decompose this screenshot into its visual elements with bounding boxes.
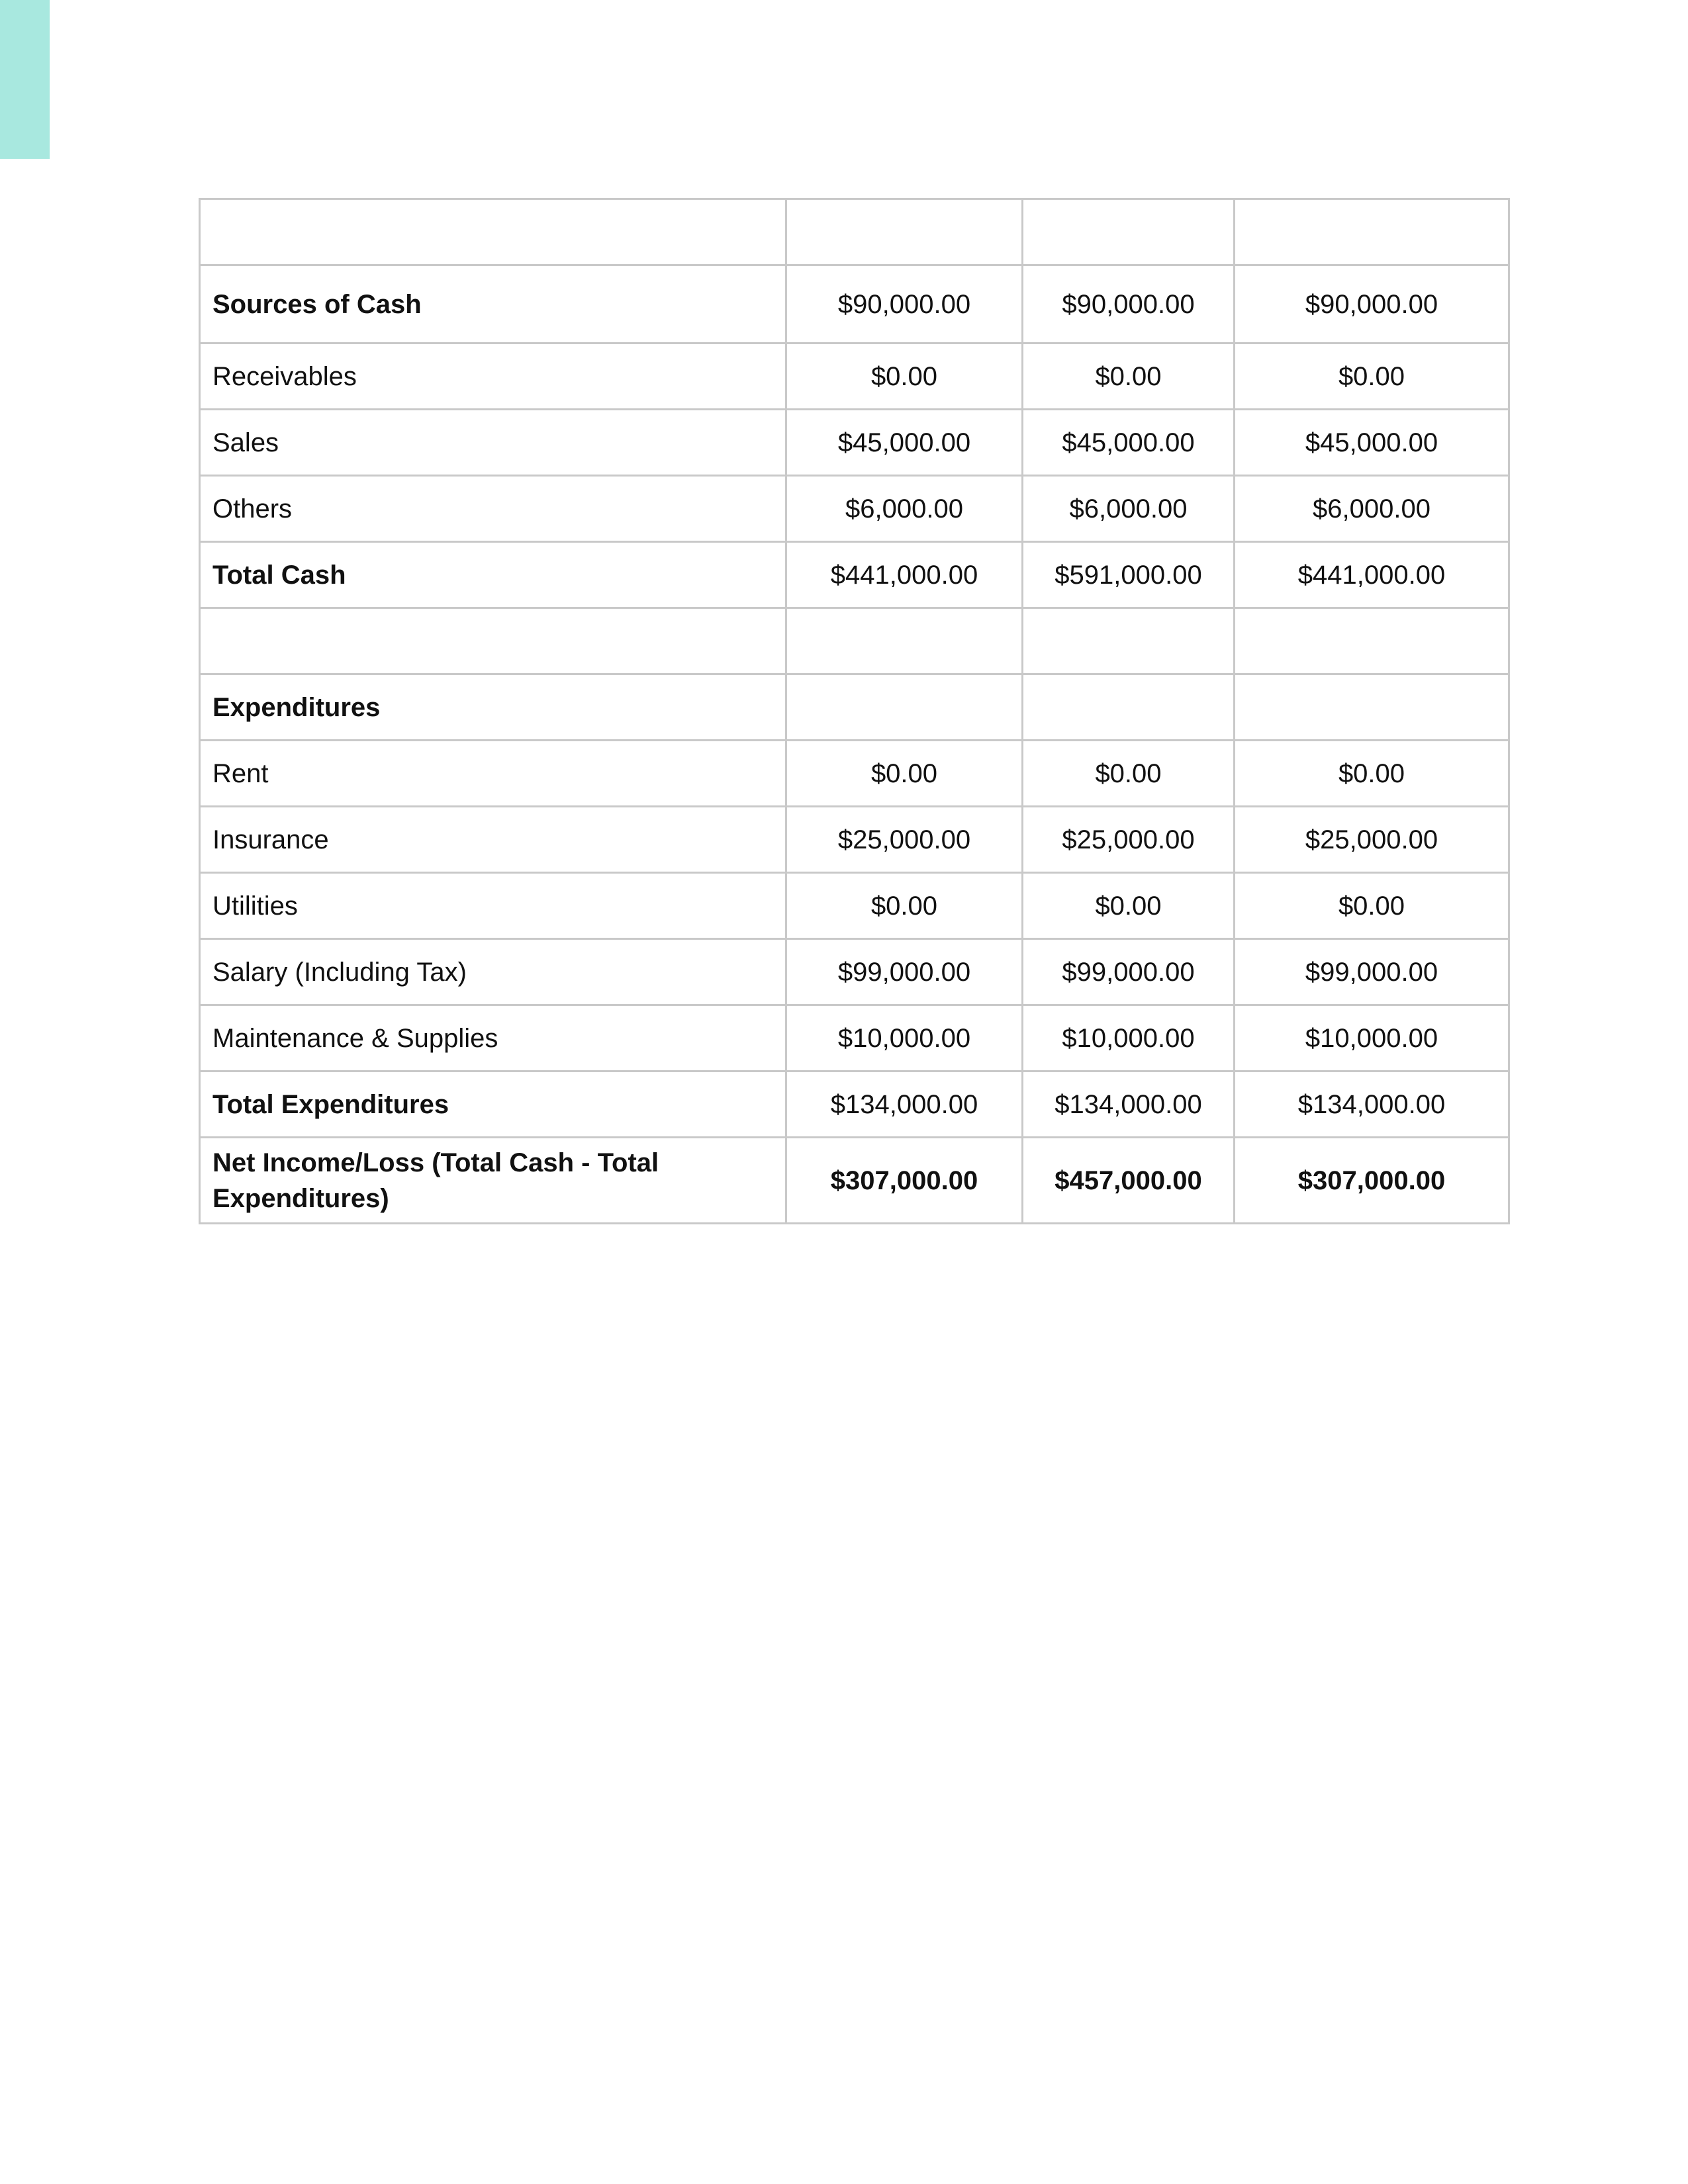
value-cell: $45,000.00 <box>1023 410 1235 476</box>
value-cell: $6,000.00 <box>1023 476 1235 542</box>
value-cell <box>1023 199 1235 265</box>
table-row-total-expenditures <box>200 1071 1509 1138</box>
row-label: Rent <box>200 741 786 807</box>
value-cell: $10,000.00 <box>786 1005 1023 1071</box>
value-cell: $99,000.00 <box>1235 939 1509 1005</box>
table-row-rent <box>200 741 1509 807</box>
value-cell: $0.00 <box>1023 741 1235 807</box>
table-row-others <box>200 476 1509 542</box>
row-label: Expenditures <box>200 674 786 741</box>
row-label: Insurance <box>200 807 786 873</box>
value-cell <box>786 199 1023 265</box>
value-cell: $134,000.00 <box>1023 1071 1235 1138</box>
value-cell <box>1023 608 1235 674</box>
value-cell <box>1023 674 1235 741</box>
value-cell: $25,000.00 <box>1235 807 1509 873</box>
value-cell: $0.00 <box>786 741 1023 807</box>
value-cell: $0.00 <box>1235 741 1509 807</box>
value-cell: $25,000.00 <box>786 807 1023 873</box>
table-row-total-cash <box>200 542 1509 608</box>
table-row-expenditures <box>200 674 1509 741</box>
value-cell: $0.00 <box>1023 873 1235 939</box>
value-cell: $10,000.00 <box>1023 1005 1235 1071</box>
value-cell <box>786 674 1023 741</box>
row-label: Utilities <box>200 873 786 939</box>
value-cell: $90,000.00 <box>1235 265 1509 343</box>
value-cell: $307,000.00 <box>1235 1138 1509 1224</box>
value-cell: $0.00 <box>786 873 1023 939</box>
value-cell: $307,000.00 <box>786 1138 1023 1224</box>
value-cell: $591,000.00 <box>1023 542 1235 608</box>
row-label: Sales <box>200 410 786 476</box>
value-cell: $134,000.00 <box>1235 1071 1509 1138</box>
value-cell: $0.00 <box>1235 873 1509 939</box>
row-label: Sources of Cash <box>200 265 786 343</box>
value-cell: $25,000.00 <box>1023 807 1235 873</box>
value-cell: $457,000.00 <box>1023 1138 1235 1224</box>
value-cell: $0.00 <box>786 343 1023 410</box>
row-label: Receivables <box>200 343 786 410</box>
cash-flow-table <box>199 198 1510 1224</box>
value-cell: $10,000.00 <box>1235 1005 1509 1071</box>
value-cell: $6,000.00 <box>786 476 1023 542</box>
row-label: Maintenance & Supplies <box>200 1005 786 1071</box>
row-label <box>200 199 786 265</box>
table-row-sales <box>200 410 1509 476</box>
row-label: Others <box>200 476 786 542</box>
value-cell <box>1235 199 1509 265</box>
row-label: Salary (Including Tax) <box>200 939 786 1005</box>
table-row-net-income-loss <box>200 1138 1509 1224</box>
value-cell: $99,000.00 <box>1023 939 1235 1005</box>
value-cell: $0.00 <box>1023 343 1235 410</box>
row-label: Total Cash <box>200 542 786 608</box>
table-row-utilities <box>200 873 1509 939</box>
table-row-insurance <box>200 807 1509 873</box>
row-label: Total Expenditures <box>200 1071 786 1138</box>
value-cell: $90,000.00 <box>786 265 1023 343</box>
value-cell: $99,000.00 <box>786 939 1023 1005</box>
value-cell: $0.00 <box>1235 343 1509 410</box>
value-cell: $45,000.00 <box>1235 410 1509 476</box>
page-accent-tab <box>0 0 50 159</box>
value-cell: $6,000.00 <box>1235 476 1509 542</box>
table-row-maintenance-supplies <box>200 1005 1509 1071</box>
table-row-receivables <box>200 343 1509 410</box>
table-row-blank-spacer <box>200 608 1509 674</box>
row-label: Net Income/Loss (Total Cash - Total Expenditures) <box>200 1138 786 1224</box>
value-cell <box>1235 608 1509 674</box>
value-cell <box>786 608 1023 674</box>
value-cell: $90,000.00 <box>1023 265 1235 343</box>
value-cell: $45,000.00 <box>786 410 1023 476</box>
value-cell: $441,000.00 <box>1235 542 1509 608</box>
value-cell <box>1235 674 1509 741</box>
table-row-sources-of-cash <box>200 265 1509 343</box>
table-row-blank-header <box>200 199 1509 265</box>
value-cell: $134,000.00 <box>786 1071 1023 1138</box>
value-cell: $441,000.00 <box>786 542 1023 608</box>
table-row-salary <box>200 939 1509 1005</box>
row-label <box>200 608 786 674</box>
